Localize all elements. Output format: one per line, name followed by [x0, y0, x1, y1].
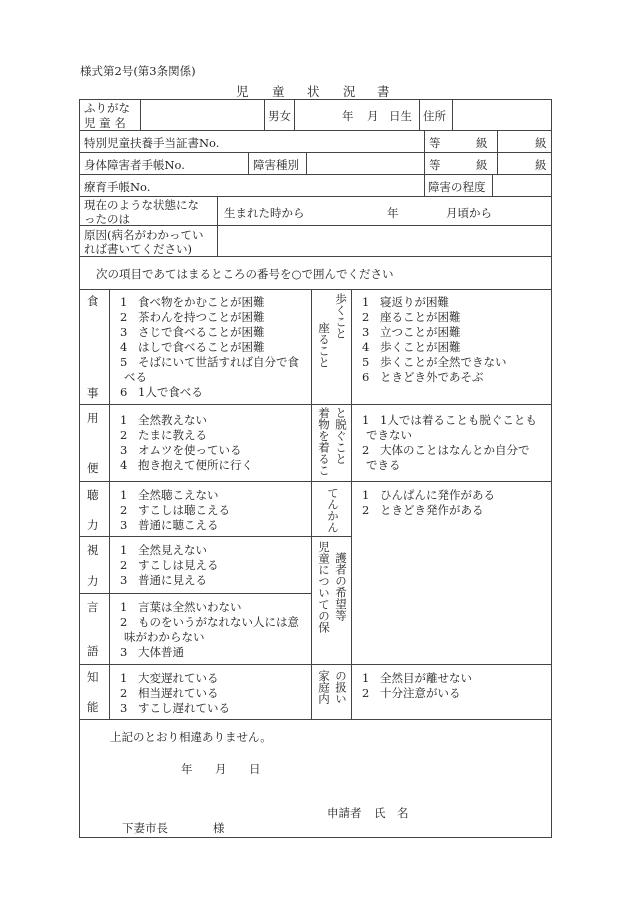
title-char-3: 状	[307, 84, 320, 99]
walk-label-right: 歩くこと	[334, 293, 348, 339]
list-item[interactable]: 1 寝返りが困難	[362, 295, 449, 309]
speech-label-top: 言	[87, 600, 99, 614]
birth-month-label: 月	[367, 109, 379, 123]
toilet-label-top: 用	[87, 411, 99, 425]
date-year-label: 年	[181, 762, 193, 776]
disability-degree-label: 障害の程度	[428, 180, 486, 194]
since-year-label: 年	[387, 206, 399, 220]
list-item[interactable]: 1 1人では着ることも脱ぐことも できない	[362, 413, 537, 442]
list-item[interactable]: 1 全然見えない	[120, 543, 207, 557]
list-item[interactable]: 2 ときどき発作がある	[362, 503, 484, 517]
eat-label-bottom: 事	[87, 386, 99, 400]
guardian-label-left: 護者の希望等	[334, 552, 348, 621]
handbook-kyu-label: 級	[476, 158, 488, 172]
allowance-kyu-label-2: 級	[535, 136, 547, 150]
date-month-label: 月	[215, 762, 227, 776]
date-day-label: 日	[249, 762, 261, 776]
walk-label-left: 座ること	[317, 322, 331, 368]
eat-items	[120, 295, 299, 400]
title-char-4: 況	[343, 84, 356, 99]
applicant-label: 申請者	[327, 806, 362, 820]
list-item[interactable]: 3 大体普通	[120, 645, 184, 659]
disability-handbook-label: 身体障害者手帳No.	[84, 158, 185, 172]
birth-year-label: 年	[342, 109, 354, 123]
intellect-label-bottom: 能	[87, 700, 99, 714]
handbook-grade-label: 等	[429, 158, 441, 172]
since-month-label: 月頃から	[446, 206, 492, 220]
list-item[interactable]: 2 十分注意がいる	[362, 686, 461, 700]
list-item[interactable]: 2 すこしは聴こえる	[120, 503, 230, 517]
list-item[interactable]: 2 座ることが困難	[362, 310, 461, 324]
disability-type-label: 障害種別	[253, 158, 299, 172]
list-item[interactable]: 1 ひんぱんに発作がある	[362, 488, 495, 502]
instruction-text: 次の項目であてはまるところの番号を○で囲んでください	[96, 267, 394, 281]
since-label-line1: 現在のような状態にな	[84, 198, 199, 212]
list-item[interactable]: 1 全然目が離せない	[362, 671, 472, 685]
epilepsy-items	[362, 488, 495, 518]
vision-label-top: 視	[87, 543, 99, 557]
hearing-label-top: 聴	[87, 488, 99, 502]
list-item[interactable]: 3 さじで食べることが困難	[120, 325, 265, 339]
cause-field[interactable]	[219, 227, 549, 254]
since-birth-option[interactable]: 生まれた時から	[224, 206, 305, 220]
dress-label-right: 着物を着るこ	[317, 407, 331, 476]
toilet-items	[120, 413, 253, 473]
handbook-kyu-label-2: 級	[535, 158, 547, 172]
epilepsy-label: てんかん	[326, 487, 340, 533]
list-item[interactable]: 3 すこし遅れている	[120, 701, 230, 715]
addressee-label: 下妻市長	[122, 821, 168, 835]
guardian-wishes-field[interactable]	[353, 538, 549, 662]
list-item[interactable]: 5 そばにいて世話すれば自分で食 べる	[120, 355, 299, 384]
list-item[interactable]: 3 立つことが困難	[362, 325, 461, 339]
applicant-name-field[interactable]	[410, 800, 540, 822]
eat-label-top: 食	[87, 294, 99, 308]
list-item[interactable]: 3 オムツを使っている	[120, 443, 242, 457]
ryoiku-handbook-label: 療育手帳No.	[84, 180, 151, 194]
list-item[interactable]: 6 1人で食べる	[120, 385, 203, 399]
list-item[interactable]: 2 すこしは見える	[120, 558, 219, 572]
home-label-left: の扱い	[334, 670, 348, 705]
vision-items	[120, 543, 219, 588]
list-item[interactable]: 4 抱き抱えて便所に行く	[120, 458, 253, 472]
allowance-grade-label: 等	[429, 136, 441, 150]
list-item[interactable]: 4 はしで食べることが困難	[120, 340, 265, 354]
list-item[interactable]: 1 食べ物をかむことが困難	[120, 295, 265, 309]
title-char-5: 書	[377, 84, 390, 99]
list-item[interactable]: 1 全然教えない	[120, 413, 207, 427]
applicant-name-label: 氏 名	[374, 806, 409, 820]
list-item[interactable]: 3 普通に聴こえる	[120, 518, 219, 532]
walk-items	[362, 295, 507, 385]
list-item[interactable]: 5 歩くことが全然できない	[362, 355, 507, 369]
guardian-label-right: 児童についての保	[317, 541, 331, 633]
since-label-line2: ったのは	[84, 212, 130, 226]
title-char-2: 童	[272, 84, 285, 99]
child-name-label: 児 童 名	[84, 116, 126, 130]
toilet-label-bottom: 便	[87, 461, 99, 475]
hearing-label-bottom: 力	[87, 518, 99, 532]
furigana-label: ふりがな	[84, 101, 130, 115]
list-item[interactable]: 2 大体のことはなんとか自分で できる	[362, 443, 530, 472]
list-item[interactable]: 2 相当遅れている	[120, 686, 219, 700]
gender-label: 男女	[268, 109, 291, 123]
list-item[interactable]: 3 普通に見える	[120, 573, 207, 587]
allowance-kyu-label: 級	[476, 136, 488, 150]
intellect-items	[120, 671, 230, 716]
list-item[interactable]: 4 歩くことが困難	[362, 340, 461, 354]
cause-label-line1: 原因(病名がわかってい	[84, 228, 204, 242]
list-item[interactable]: 2 茶わんを持つことが困難	[120, 310, 265, 324]
dress-label-left: と脱ぐこと	[334, 407, 348, 465]
list-item[interactable]: 1 全然聴こえない	[120, 488, 219, 502]
list-item[interactable]: 2 ものをいうがなれない人には意 味がわからない	[120, 615, 299, 644]
speech-label-bottom: 語	[87, 644, 99, 658]
address-label: 住所	[423, 109, 446, 123]
list-item[interactable]: 1 言葉は全然いわない	[120, 600, 242, 614]
list-item[interactable]: 6 ときどき外であそぶ	[362, 370, 484, 384]
certify-text: 上記のとおり相違ありません。	[110, 730, 272, 744]
title-char-1: 児	[236, 84, 249, 99]
vision-label-bottom: 力	[87, 574, 99, 588]
child-name-field[interactable]	[142, 101, 262, 128]
speech-items	[120, 600, 299, 660]
hearing-items	[120, 488, 230, 533]
allowance-cert-label: 特別児童扶養手当証書No.	[84, 136, 220, 150]
form-number: 様式第2号(第3条関係)	[80, 64, 196, 78]
address-field[interactable]	[454, 101, 549, 128]
intellect-label-top: 知	[87, 670, 99, 684]
birthday-label: 日生	[389, 109, 412, 123]
cause-label-line2: れば書いてください)	[84, 242, 192, 256]
dress-items	[362, 413, 537, 473]
addressee-sama: 様	[213, 821, 225, 835]
list-item[interactable]: 1 大変遅れている	[120, 671, 219, 685]
home-label-right: 家庭内	[317, 670, 331, 705]
home-items	[362, 671, 472, 701]
list-item[interactable]: 2 たまに教える	[120, 428, 207, 442]
